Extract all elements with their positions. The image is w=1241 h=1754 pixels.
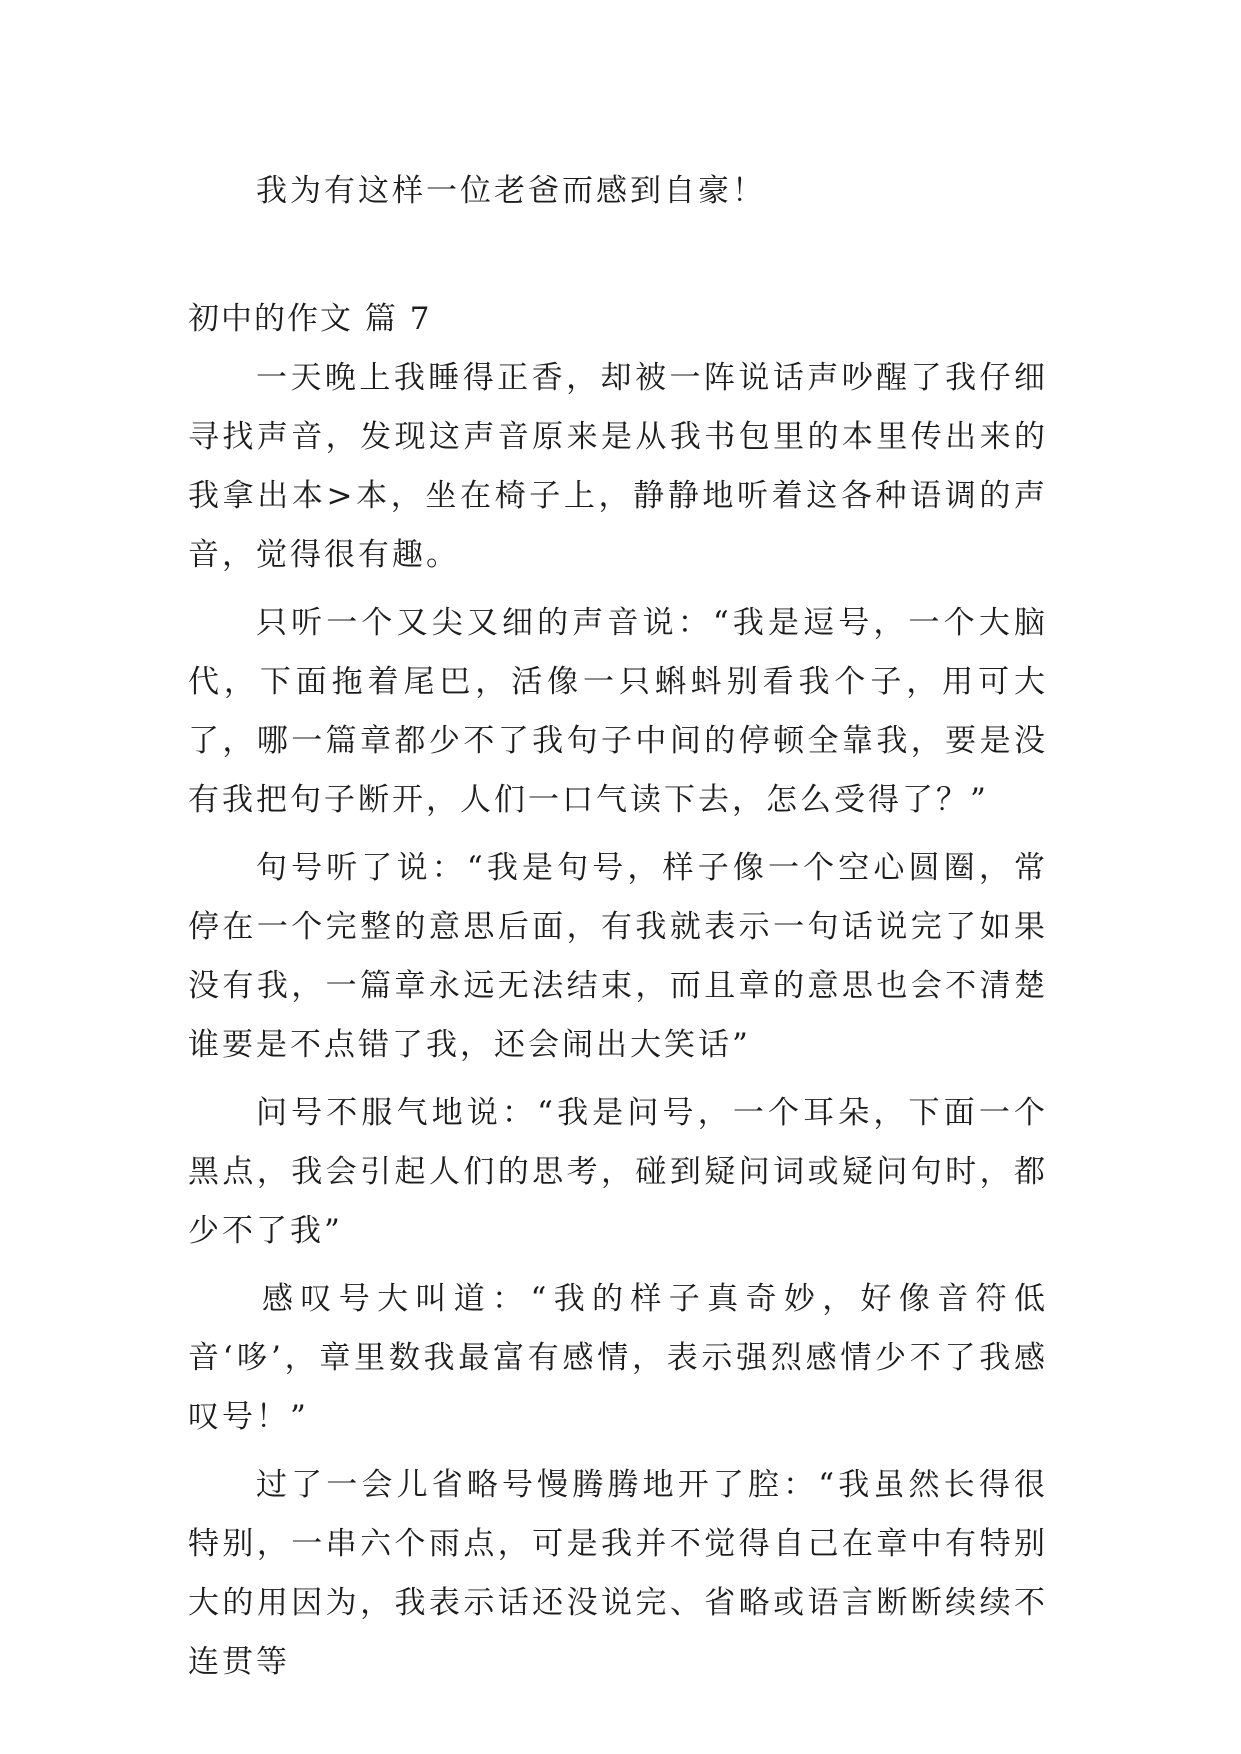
body-paragraph: 感叹号大叫道：“我的样子真奇妙，好像音符低音‘哆’，章里数我最富有感情，表示强烈感情少不了我感叹号！” <box>188 1281 1048 1435</box>
body-paragraph: 问号不服气地说：“我是问号，一个耳朵，下面一个黑点，我会引起人们的思考，碰到疑问词或疑问句时，都少不了我” <box>188 1095 1048 1249</box>
body-paragraph: 句号听了说：“我是句号，样子像一个空心圆圈，常停在一个完整的意思后面，有我就表示一句话说完了如果没有我，一篇章永远无法结束，而且章的意思也会不清楚谁要是不点错了我，还会闹出大笑话” <box>188 850 1048 1063</box>
body-paragraph: 过了一会儿省略号慢腾腾地开了腔：“我虽然长得很特别，一串六个雨点，可是我并不觉得自己在章中有特别大的用因为，我表示话还没说完、省略或语言断断续续不连贯等 <box>188 1467 1048 1680</box>
intro-paragraph: 我为有这样一位老爸而感到自豪！ <box>256 173 766 209</box>
section-heading: 初中的作文 篇 7 <box>188 301 432 337</box>
body-paragraph: 只听一个又尖又细的声音说：“我是逗号，一个大脑代，下面拖着尾巴，活像一只蝌蚪别看我个子，用可大了，哪一篇章都少不了我句子中间的停顿全靠我，要是没有我把句子断开，人们一口气读下去，怎么受得了？” <box>188 605 1048 818</box>
body-paragraph: 一天晚上我睡得正香，却被一阵说话声吵醒了我仔细寻找声音，发现这声音原来是从我书包里的本里传出来的我拿出本>本，坐在椅子上，静静地听着这各种语调的声音，觉得很有趣。 <box>188 360 1048 573</box>
document-body <box>188 162 1048 1692</box>
